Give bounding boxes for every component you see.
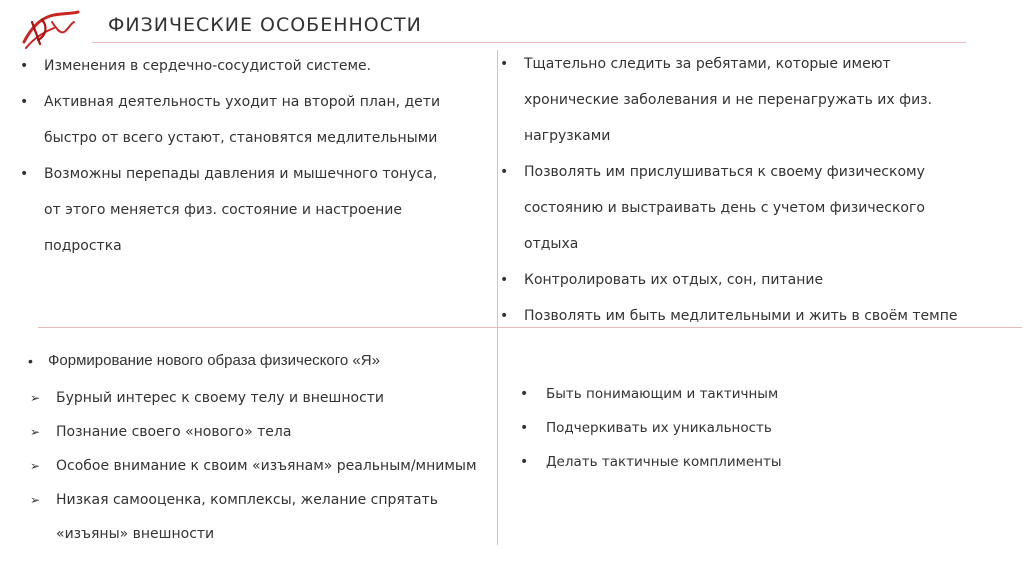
list-item: ➢ Особое внимание к своим «изъянам» реальным/мнимым (56, 449, 477, 483)
list-item: • Активная деятельность уходит на второй план, дети (44, 84, 440, 120)
list-item: • Возможны перепады давления и мышечного тонуса, (44, 156, 440, 192)
bullet-icon: • (20, 58, 29, 74)
bullet-icon: • (500, 56, 509, 72)
list-item-continuation: нагрузками (524, 128, 611, 144)
arrow-bullet-icon: ➢ (30, 391, 41, 405)
list-item-continuation: от этого меняется физ. состояние и настроение (44, 202, 402, 218)
page-title: ФИЗИЧЕСКИЕ ОСОБЕННОСТИ (108, 14, 422, 36)
divider-vertical (497, 50, 498, 545)
list-item: ➢ Бурный интерес к своему телу и внешности (56, 381, 477, 415)
bullet-icon: • (520, 386, 529, 402)
section-heading: • Формирование нового образа физического «Я» (48, 343, 380, 379)
bullet-icon: • (520, 420, 529, 436)
list-item: • Контролировать их отдых, сон, питание (524, 262, 957, 298)
self-image-heading (28, 343, 380, 379)
divider-top (92, 42, 966, 43)
list-item: ➢ Низкая самооценка, комплексы, желание спрятать (56, 483, 477, 517)
list-item-continuation: быстро от всего устают, становятся медлительными (44, 130, 438, 146)
list-item: • Позволять им быть медлительными и жить в своём темпе (524, 298, 957, 334)
list-item: • Изменения в сердечно-сосудистой системе. (44, 48, 440, 84)
self-image-list (30, 381, 477, 551)
features-list (20, 48, 441, 264)
bullet-icon: • (500, 164, 509, 180)
list-item: ➢ Познание своего «нового» тела (56, 415, 477, 449)
list-item: • Позволять им прислушиваться к своему физическому (524, 154, 957, 190)
bullet-icon: • (20, 94, 29, 110)
list-item: • Делать тактичные комплименты (546, 445, 782, 479)
list-item-continuation: подростка (44, 238, 122, 254)
bullet-icon: • (500, 308, 509, 324)
logo (20, 8, 82, 50)
bullet-icon: • (20, 166, 29, 182)
arrow-bullet-icon: ➢ (30, 459, 41, 473)
arrow-bullet-icon: ➢ (30, 493, 41, 507)
bullet-icon: • (520, 454, 529, 470)
arrow-bullet-icon: ➢ (30, 425, 41, 439)
list-item: • Быть понимающим и тактичным (546, 377, 782, 411)
list-item-continuation: состоянию и выстраивать день с учетом физического (524, 200, 925, 216)
logo-graphic (20, 8, 82, 50)
bullet-icon: • (28, 353, 33, 369)
list-item-continuation: хронические заболевания и не перенагружать их физ. (524, 92, 933, 108)
list-item: • Тщательно следить за ребятами, которые имеют (524, 46, 957, 82)
list-item-continuation: «изъяны» внешности (56, 526, 215, 542)
bullet-icon: • (500, 272, 509, 288)
tact-list (520, 377, 782, 479)
recommendations-list (500, 46, 958, 334)
list-item: • Подчеркивать их уникальность (546, 411, 782, 445)
list-item-continuation: отдыха (524, 236, 579, 252)
